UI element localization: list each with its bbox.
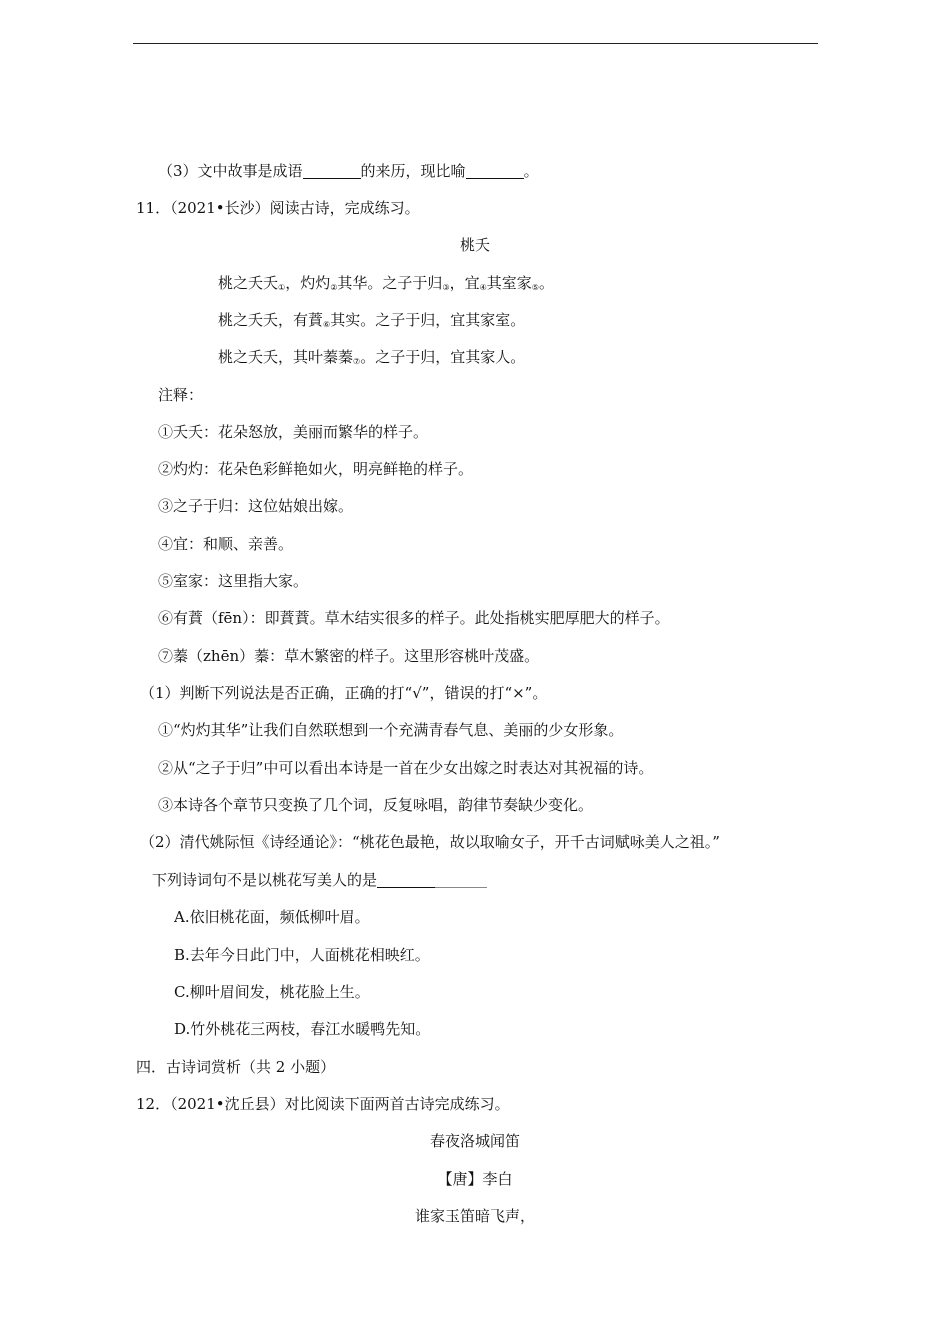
poem-text: 。之子于归，宜其家人。 xyxy=(360,348,526,366)
poem-text: 其实。之子于归，宜其家室。 xyxy=(330,311,526,329)
footnote-mark: ① xyxy=(278,283,286,292)
footnote-mark: ② xyxy=(330,283,338,292)
judge-item: ②从“之子于归”中可以看出本诗是一首在少女出嫁之时表达对其祝福的诗。 xyxy=(158,759,654,777)
option-d[interactable]: D.竹外桃花三两枝，春江水暖鸭先知。 xyxy=(174,1020,431,1038)
q10-sub3 xyxy=(158,161,539,181)
option-c[interactable]: C.柳叶眉间发，桃花脸上生。 xyxy=(174,983,370,1001)
poem-text: 其华。之子于归 xyxy=(337,274,443,292)
notes-label: 注释： xyxy=(158,386,204,404)
footnote-mark: ⑦ xyxy=(353,357,361,366)
note-item: ①夭夭：花朵怒放，美丽而繁华的样子。 xyxy=(158,423,429,441)
q10-sub3-text-a: （3）文中故事是成语 xyxy=(158,162,303,180)
q12-header: 12．（2021•沈丘县）对比阅读下面两首古诗完成练习。 xyxy=(136,1095,510,1113)
header-rule xyxy=(133,43,818,44)
q10-sub3-text-c: 。 xyxy=(523,162,539,180)
judge-item: ①“灼灼其华”让我们自然联想到一个充满青春气息、美丽的少女形象。 xyxy=(158,721,624,739)
poem-text: 其室家 xyxy=(486,274,532,292)
poem-text: 。 xyxy=(538,274,554,292)
note-item: ②灼灼：花朵色彩鲜艳如火，明亮鲜艳的样子。 xyxy=(158,460,474,478)
footnote-mark: ④ xyxy=(479,283,487,292)
poem-line-1 xyxy=(218,273,554,298)
note-item: ⑦蓁（zhēn）蓁：草木繁密的样子。这里形容桃叶茂盛。 xyxy=(158,647,540,665)
poem-text: ，宜 xyxy=(449,274,480,292)
poem-title: 春夜洛城闻笛 xyxy=(429,1132,520,1150)
note-item: ⑤室家：这里指大家。 xyxy=(158,572,309,590)
q11-sub2-question xyxy=(152,870,487,890)
poem-text: 桃之夭夭，其叶蓁蓁 xyxy=(218,348,354,366)
poem-text: ，灼灼 xyxy=(285,274,331,292)
judge-item: ③本诗各个章节只变换了几个词，反复咏唱，韵律节奏缺少变化。 xyxy=(158,796,594,814)
poem-title: 桃夭 xyxy=(459,236,490,254)
poem-line-1: 谁家玉笛暗飞声， xyxy=(414,1207,535,1225)
answer-blank-tail xyxy=(435,871,487,888)
poem-text: 桃之夭夭，有蕡 xyxy=(218,311,324,329)
option-b[interactable]: B.去年今日此门中，人面桃花相映红。 xyxy=(174,946,430,964)
poem-line-3 xyxy=(218,347,525,372)
question-text: 下列诗词句不是以桃花写美人的是 xyxy=(152,871,378,889)
answer-blank[interactable] xyxy=(377,871,435,888)
answer-blank[interactable] xyxy=(303,162,361,179)
q10-sub3-text-b: 的来历，现比喻 xyxy=(360,162,466,180)
answer-blank[interactable] xyxy=(466,162,524,179)
option-a[interactable]: A.依旧桃花面，频低柳叶眉。 xyxy=(174,908,370,926)
note-item: ⑥有蕡（fēn）：即蕡蕡。草木结实很多的样子。此处指桃实肥厚肥大的样子。 xyxy=(158,609,670,627)
q11-sub2: （2）清代姚际恒《诗经通论》：“桃花色最艳，故以取喻女子，开千古词赋咏美人之祖。” xyxy=(140,833,720,851)
footnote-mark: ⑤ xyxy=(531,283,539,292)
section-heading: 四．古诗词赏析（共 2 小题） xyxy=(136,1058,336,1076)
poem-author: 【唐】李白 xyxy=(437,1170,513,1188)
footnote-mark: ⑥ xyxy=(323,320,331,329)
poem-text: 桃之夭夭 xyxy=(218,274,279,292)
footnote-mark: ③ xyxy=(442,283,450,292)
note-item: ④宜：和顺、亲善。 xyxy=(158,535,294,553)
poem-line-2 xyxy=(218,310,525,335)
q11-sub1: （1）判断下列说法是否正确，正确的打“√”，错误的打“×”。 xyxy=(140,684,548,702)
q11-header: 11．（2021•长沙）阅读古诗，完成练习。 xyxy=(136,199,420,217)
note-item: ③之子于归：这位姑娘出嫁。 xyxy=(158,497,354,515)
